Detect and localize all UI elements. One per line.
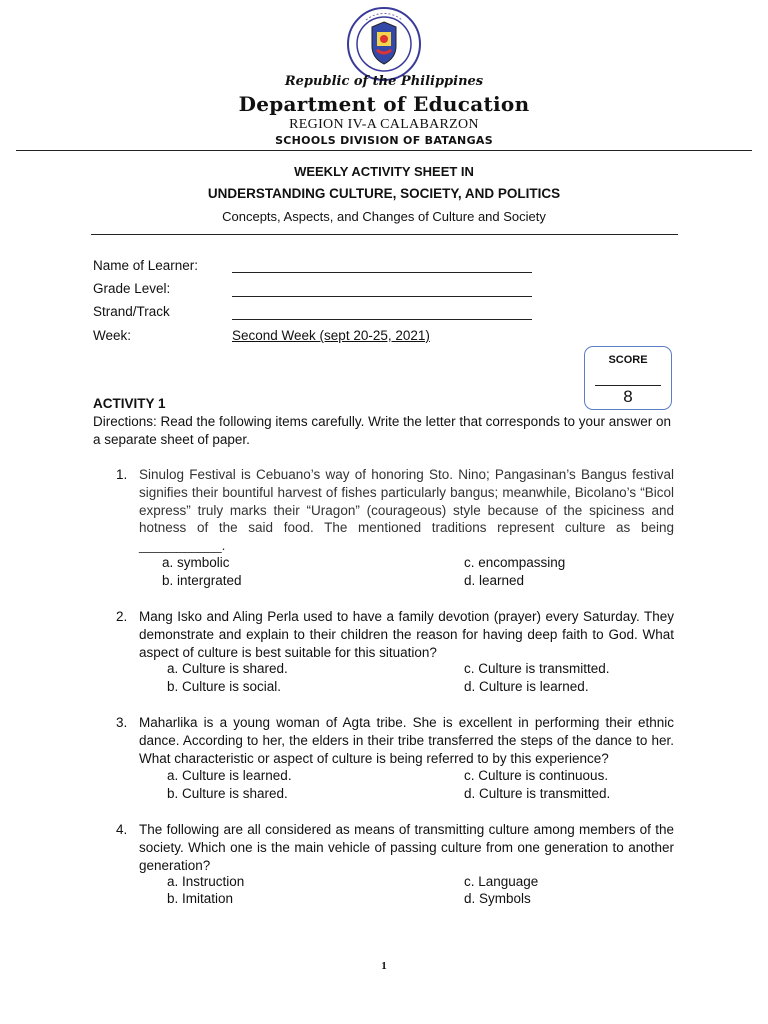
- question-item: [116, 714, 676, 774]
- option-b[interactable]: b. Culture is social.: [167, 679, 282, 694]
- topic-title: Concepts, Aspects, and Changes of Culture and Society: [222, 209, 546, 224]
- strand-field[interactable]: [232, 319, 532, 320]
- option-a[interactable]: a. symbolic: [162, 555, 230, 570]
- subject-title: UNDERSTANDING CULTURE, SOCIETY, AND POLITICS: [207, 186, 561, 201]
- option-a[interactable]: a. Culture is learned.: [167, 768, 292, 783]
- option-c[interactable]: c. Language: [464, 874, 539, 889]
- option-d[interactable]: d. learned: [464, 573, 525, 588]
- question-number: 4.: [116, 822, 128, 837]
- division-heading: SCHOOLS DIVISION OF BATANGAS: [275, 134, 493, 147]
- page-number: 1: [381, 960, 387, 972]
- option-a[interactable]: a. Culture is shared.: [167, 661, 288, 676]
- option-c[interactable]: c. encompassing: [464, 555, 566, 570]
- sheet-title: WEEKLY ACTIVITY SHEET IN: [294, 164, 474, 179]
- option-c[interactable]: c. Culture is transmitted.: [464, 661, 610, 676]
- question-text: Sinulog Festival is Cebuano’s way of honoring Sto. Nino; Pangasinan’s Bangus festival signifies their bountiful harvest of fishes particularly bangus; meanwhile, Bicolano’s “Bicol express” truly marks their “Uragon” (courageous) style because of the spiciness and hotness of the said food. The mentioned traditions represent culture as being ___________.: [139, 467, 674, 554]
- option-b[interactable]: b. Imitation: [167, 891, 234, 906]
- activity-directions: Directions: Read the following items carefully. Write the letter that corresponds to your answer on a separate sheet of paper.: [93, 414, 672, 447]
- option-d[interactable]: d. Culture is learned.: [464, 679, 589, 694]
- question-text: Mang Isko and Aling Perla used to have a family devotion (prayer) every Saturday. They demonstrate and explain to their children the reason for having deep faith to God. What aspect of culture is best suitable for this situation?: [139, 609, 674, 660]
- activity-title: ACTIVITY 1: [93, 396, 166, 411]
- grade-field[interactable]: [232, 296, 532, 297]
- name-label: Name of Learner:: [93, 258, 199, 273]
- score-box: [584, 346, 672, 410]
- option-b[interactable]: b. intergrated: [162, 573, 242, 588]
- department-heading: Department of Education: [238, 92, 530, 116]
- region-heading: REGION IV-A CALABARZON: [289, 117, 479, 132]
- week-label: Week:: [93, 328, 132, 343]
- question-item: [116, 608, 676, 668]
- score-line: [595, 385, 661, 386]
- option-d[interactable]: d. Symbols: [464, 891, 531, 906]
- grade-label: Grade Level:: [93, 281, 171, 296]
- option-a[interactable]: a. Instruction: [167, 874, 245, 889]
- option-b[interactable]: b. Culture is shared.: [167, 786, 288, 801]
- option-d[interactable]: d. Culture is transmitted.: [464, 786, 611, 801]
- question-text: The following are all considered as means of transmitting culture among members of the society. Which one is the main vehicle of passing culture from one generation to another generation?: [139, 822, 674, 873]
- header-divider: [16, 150, 752, 151]
- deped-seal-logo: [346, 6, 422, 82]
- question-number: 1.: [116, 467, 128, 482]
- question-item: [116, 821, 676, 881]
- strand-label: Strand/Track: [93, 304, 170, 319]
- question-text: Maharlika is a young woman of Agta tribe. She is excellent in performing their ethnic dance. According to her, the elders in their tribe transferred the steps of the dance to her. What characteristic or aspect of culture is being referred to by this experience?: [139, 715, 674, 766]
- score-label: SCORE: [608, 354, 648, 366]
- republic-heading: Republic of the Philippines: [284, 74, 484, 89]
- question-number: 2.: [116, 609, 128, 624]
- question-number: 3.: [116, 715, 128, 730]
- name-field[interactable]: [232, 272, 532, 273]
- option-c[interactable]: c. Culture is continuous.: [464, 768, 609, 783]
- week-value: Second Week (sept 20-25, 2021): [232, 328, 430, 343]
- score-value: 8: [623, 387, 633, 406]
- title-divider: [91, 234, 678, 235]
